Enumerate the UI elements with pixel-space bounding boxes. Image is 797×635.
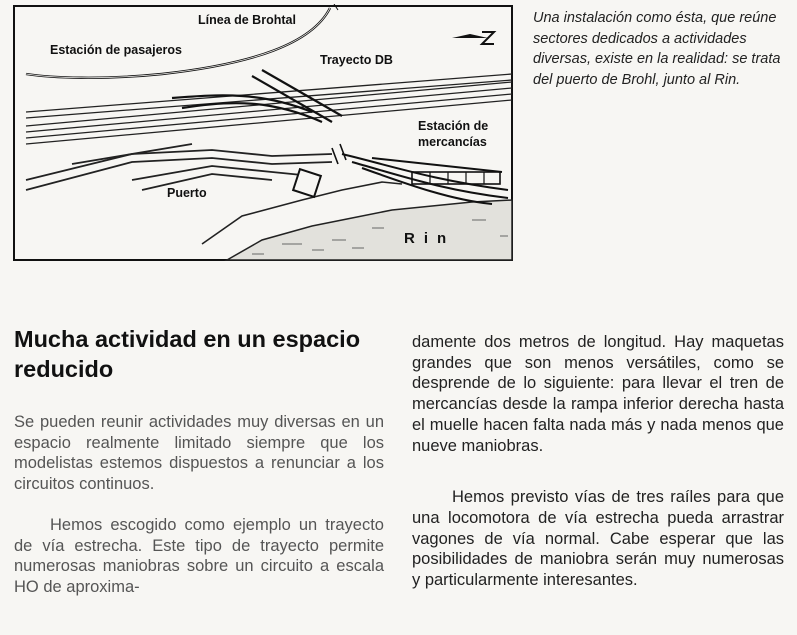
- paragraph: Se pueden reunir actividades muy diversas en un espacio realmente limitado siempre que los modelistas estemos dispuestos a renunciar a los circuitos continuos.: [14, 413, 384, 494]
- track-plan-figure: [12, 4, 516, 262]
- track-plan-diagram: [12, 4, 516, 262]
- article-column-left: [14, 412, 384, 598]
- label-puerto: Puerto: [167, 186, 207, 200]
- figure-caption: Una instalación como ésta, que reúne sectores dedicados a actividades diversas, existe en la realidad: se trata del puerto de Brohl, junto al Rin.: [533, 10, 781, 88]
- label-trayecto-db: Trayecto DB: [320, 53, 393, 67]
- paragraph: Hemos escogido como ejemplo un trayecto de vía estrecha. Este tipo de trayecto permite numerosas maniobras sobre un circuito a escala HO de aproxima-: [14, 515, 384, 596]
- label-estacion-mercancias-1: Estación de: [418, 119, 489, 133]
- label-estacion-mercancias-2: mercancías: [418, 135, 487, 149]
- article-title: Mucha actividad en un espacio reducido: [14, 326, 361, 382]
- paragraph: Hemos previsto vías de tres raíles para que una locomotora de vía estrecha pueda arrastrar vagones de vía normal. Cabe esperar que las posibilidades de maniobra serán muy numerosas y particularmente interesantes.: [412, 488, 784, 590]
- label-rin: Rin: [404, 230, 456, 247]
- paragraph: damente dos metros de longitud. Hay maquetas grandes que son menos versátiles, como se desprende de lo siguiente: para llevar el tren de mercancías desde la rampa inferior derecha hasta el muelle hacen falta nada más y nada menos que nueve maniobras.: [412, 333, 784, 455]
- article-column-right: [412, 332, 784, 591]
- label-linea-brohtal: Línea de Brohtal: [198, 13, 296, 27]
- label-estacion-pasajeros: Estación de pasajeros: [50, 43, 183, 57]
